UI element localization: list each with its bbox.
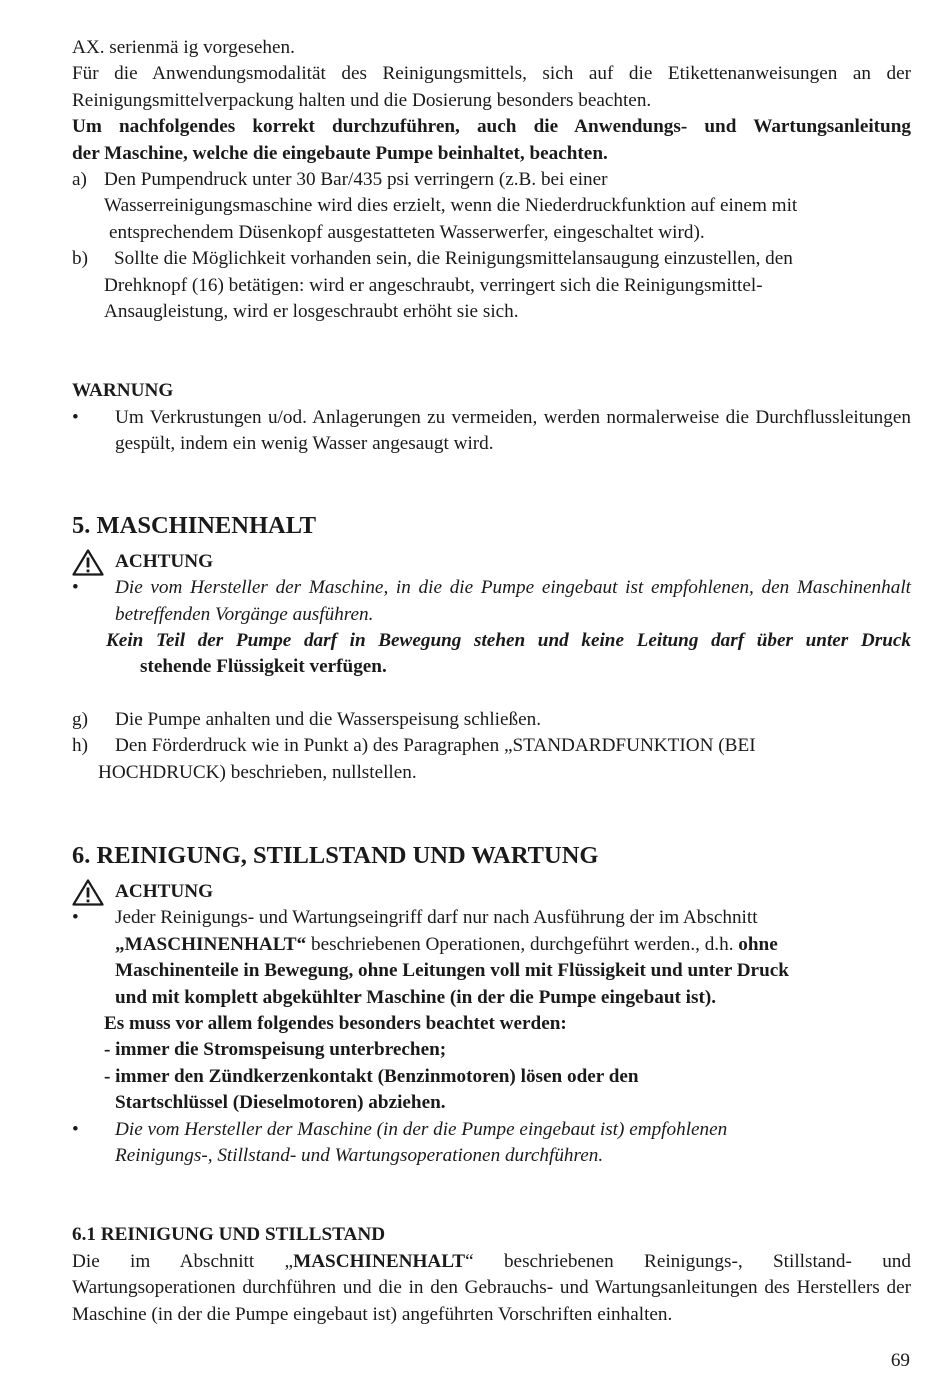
page-number: 69 bbox=[890, 1350, 910, 1371]
warnung-text: Um Verkrustungen u/od. Anlagerungen zu vermeiden, werden normalerweise die Durchflussleitungen gespült, indem ein wenig Wasser angesaugt wird. bbox=[115, 406, 911, 455]
bullet: • bbox=[72, 577, 79, 599]
list-marker-g: g) bbox=[72, 708, 88, 730]
section-6-italic-line-1: Die vom Hersteller der Maschine (in der die Pumpe eingebaut ist) empfohlenen bbox=[115, 1118, 728, 1140]
section-5-heading: 5. MASCHINENHALT bbox=[72, 511, 317, 539]
warning-triangle-icon bbox=[72, 549, 104, 576]
warnung-bullet-item bbox=[72, 405, 911, 458]
section-6-1-line-1 bbox=[72, 1249, 911, 1275]
section-6-line-1: Jeder Reinigungs- und Wartungseingriff darf nur nach Ausführung der im Abschnitt bbox=[115, 907, 758, 929]
section-6-heading: 6. REINIGUNG, STILLSTAND UND WARTUNG bbox=[72, 841, 599, 869]
maschinenhalt-ref: „MASCHINENHALT“ bbox=[115, 933, 307, 955]
section-6-line-4: und mit komplett abgekühlter Maschine (in der die Pumpe eingebaut ist). bbox=[115, 986, 717, 1008]
section-6-1-line-1-start: Die im Abschnitt „ bbox=[72, 1250, 294, 1272]
maschinenhalt-ref: MASCHINENHALT bbox=[293, 1250, 466, 1272]
section-5-bullet-item bbox=[72, 575, 911, 628]
intro-line: AX. serienmä ig vorgesehen. bbox=[72, 37, 295, 58]
intro-bold-line-1: Um nachfolgendes korrekt durchzuführen, auch die Anwendungs- und Wartungsanleitung bbox=[72, 116, 911, 138]
section-6-note-line-3: - immer den Zündkerzenkontakt (Benzinmotoren) lösen oder den bbox=[104, 1065, 639, 1087]
section-5-bold-line: stehende Flüssigkeit verfügen. bbox=[140, 656, 387, 678]
warnung-title: WARNUNG bbox=[72, 380, 174, 402]
section-6-line-2-normal: beschriebenen Operationen, durchgeführt werden., d.h. bbox=[306, 933, 739, 955]
document-page bbox=[72, 35, 911, 1328]
achtung-line-6 bbox=[72, 879, 911, 905]
bullet: • bbox=[72, 907, 79, 929]
item-h-line-1: Den Förderdruck wie in Punkt a) des Paragraphen „STANDARDFUNKTION (BEI bbox=[115, 735, 756, 757]
item-b-line-3: Ansaugleistung, wird er losgeschraubt erhöht sie sich. bbox=[104, 301, 519, 323]
section-6-bullet-item bbox=[72, 905, 911, 1011]
item-h-line-2: HOCHDRUCK) beschrieben, nullstellen. bbox=[98, 761, 417, 783]
intro-bold-line-2: der Maschine, welche die eingebaute Pumpe beinhaltet, beachten. bbox=[72, 142, 608, 164]
achtung-label: ACHTUNG bbox=[115, 880, 214, 902]
section-6-1-line-1-end: “ beschriebenen Reinigungs-, Stillstand- und bbox=[465, 1250, 911, 1272]
section-6-note-line-2: - immer die Stromspeisung unterbrechen; bbox=[104, 1039, 447, 1061]
list-item-b bbox=[72, 246, 911, 325]
warning-triangle-icon bbox=[72, 879, 104, 906]
item-b-line-2: Drehknopf (16) betätigen: wird er angeschraubt, verringert sich die Reinigungsmittel- bbox=[104, 274, 763, 296]
section-6-italic-line-2: Reinigungs-, Stillstand- und Wartungsoperationen durchführen. bbox=[115, 1145, 604, 1166]
achtung-line-5 bbox=[72, 549, 911, 575]
item-a-line-1: Den Pumpendruck unter 30 Bar/435 psi verringern (z.B. bei einer bbox=[104, 169, 608, 191]
list-marker-a: a) bbox=[72, 169, 87, 191]
bullet: • bbox=[72, 406, 79, 428]
list-item-g bbox=[72, 707, 911, 733]
achtung-label: ACHTUNG bbox=[115, 550, 214, 572]
section-6-1-paragraph: Wartungsoperationen durchführen und die in den Gebrauchs- und Wartungsanleitungen des Herstellers der Maschine (in der die Pumpe eingebaut ist) angeführten Vorschriften einhalten. bbox=[72, 1277, 911, 1325]
section-5-italic-text: Die vom Hersteller der Maschine, in die die Pumpe eingebaut ist empfohlenen, den Maschinenhalt betreffenden Vorgänge ausführen. bbox=[115, 577, 911, 625]
section-6-1-heading: 6.1 REINIGUNG UND STILLSTAND bbox=[72, 1224, 386, 1246]
list-item-a bbox=[72, 167, 911, 246]
item-a-line-2: Wasserreinigungsmaschine wird dies erzielt, wenn die Niederdruckfunktion auf einem mit bbox=[104, 195, 798, 217]
section-6-line-2-bold-end: ohne bbox=[738, 933, 778, 955]
section-5-bold-italic-line: Kein Teil der Pumpe darf in Bewegung stehen und keine Leitung darf über unter Druck bbox=[106, 629, 911, 651]
item-a-line-3: entsprechendem Düsenkopf ausgestatteten Wasserwerfer, eingeschaltet wird). bbox=[109, 221, 705, 243]
list-marker-h: h) bbox=[72, 735, 88, 757]
item-b-line-1: Sollte die Möglichkeit vorhanden sein, die Reinigungsmittelansaugung einzustellen, den bbox=[114, 248, 793, 270]
section-6-note-line-1: Es muss vor allem folgendes besonders beachtet werden: bbox=[104, 1012, 567, 1034]
section-6-line-3: Maschinenteile in Bewegung, ohne Leitungen voll mit Flüssigkeit und unter Druck bbox=[115, 960, 789, 982]
list-marker-b: b) bbox=[72, 248, 88, 270]
section-6-line-2 bbox=[72, 932, 911, 958]
intro-paragraph: Für die Anwendungsmodalität des Reinigungsmittels, sich auf die Etikettenanweisungen an der Reinigungsmittelverpackung halten und die Dosierung besonders beachten. bbox=[72, 63, 911, 111]
item-g-text: Die Pumpe anhalten und die Wasserspeisung schließen. bbox=[115, 708, 541, 730]
list-item-h bbox=[72, 733, 911, 786]
section-6-note-line-4: Startschlüssel (Dieselmotoren) abziehen. bbox=[115, 1092, 446, 1114]
bullet: • bbox=[72, 1118, 79, 1140]
section-6-bullet-item-2 bbox=[72, 1117, 911, 1170]
